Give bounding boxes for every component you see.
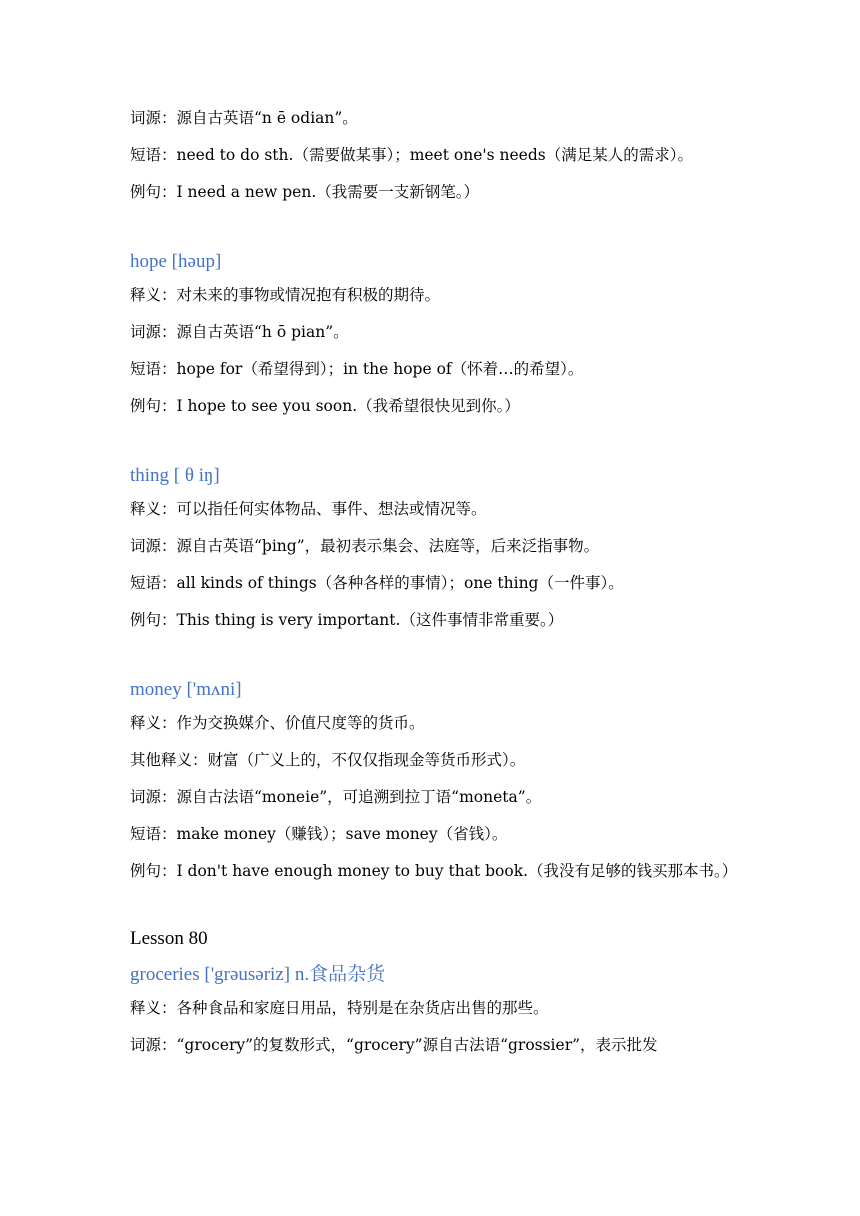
phrases-line: 短语：need to do sth.（需要做某事）；meet one's needs（满足某人的需求）。 bbox=[130, 146, 693, 164]
example-line: 例句：I hope to see you soon.（我希望很快见到你。） bbox=[130, 397, 520, 415]
entry-hope bbox=[130, 247, 740, 425]
definition-line: 释义：各种食品和家庭日用品，特别是在杂货店出售的那些。 bbox=[130, 999, 549, 1017]
example-line: 例句：I don't have enough money to buy that book.（我没有足够的钱买那本书。） bbox=[130, 862, 738, 880]
phrases-line: 短语：hope for（希望得到）；in the hope of（怀着…的希望）。 bbox=[130, 360, 584, 378]
word-heading: hope [həup] bbox=[130, 251, 222, 272]
etymology-line: 词源：源自古英语“h ō pian”。 bbox=[130, 323, 349, 341]
definition-line: 释义：作为交换媒介、价值尺度等的货币。 bbox=[130, 714, 425, 732]
etymology-line: 词源：源自古英语“n ē odian”。 bbox=[130, 109, 358, 127]
phrases-line: 短语：all kinds of things（各种各样的事情）；one thing（一件事）。 bbox=[130, 574, 624, 592]
etymology-line: 词源：“grocery”的复数形式，“grocery”源自古法语“grossier”，表示批发 bbox=[130, 1036, 658, 1054]
example-line: 例句：I need a new pen.（我需要一支新钢笔。） bbox=[130, 183, 480, 201]
definition-line: 释义：对未来的事物或情况抱有积极的期待。 bbox=[130, 286, 441, 304]
other-definition-line: 其他释义：财富（广义上的，不仅仅指现金等货币形式）。 bbox=[130, 751, 526, 769]
etymology-line: 词源：源自古英语“þing”，最初表示集会、法庭等，后来泛指事物。 bbox=[130, 537, 600, 555]
entry-thing bbox=[130, 461, 740, 639]
lesson-section bbox=[130, 924, 740, 1064]
lesson-title: Lesson 80 bbox=[130, 928, 208, 949]
example-line: 例句：This thing is very important.（这件事情非常重要。） bbox=[130, 611, 564, 629]
entry-need-continued bbox=[130, 100, 740, 211]
document-page bbox=[130, 100, 740, 1064]
word-heading: money ['mʌni] bbox=[130, 679, 242, 700]
definition-line: 释义：可以指任何实体物品、事件、想法或情况等。 bbox=[130, 500, 487, 518]
word-heading: groceries ['grəusəriz] n.食品杂货 bbox=[130, 964, 386, 985]
etymology-line: 词源：源自古法语“moneie”，可追溯到拉丁语“moneta”。 bbox=[130, 788, 542, 806]
phrases-line: 短语：make money（赚钱）；save money（省钱）。 bbox=[130, 825, 508, 843]
entry-money bbox=[130, 675, 740, 890]
word-heading: thing [ θ iŋ] bbox=[130, 465, 220, 486]
